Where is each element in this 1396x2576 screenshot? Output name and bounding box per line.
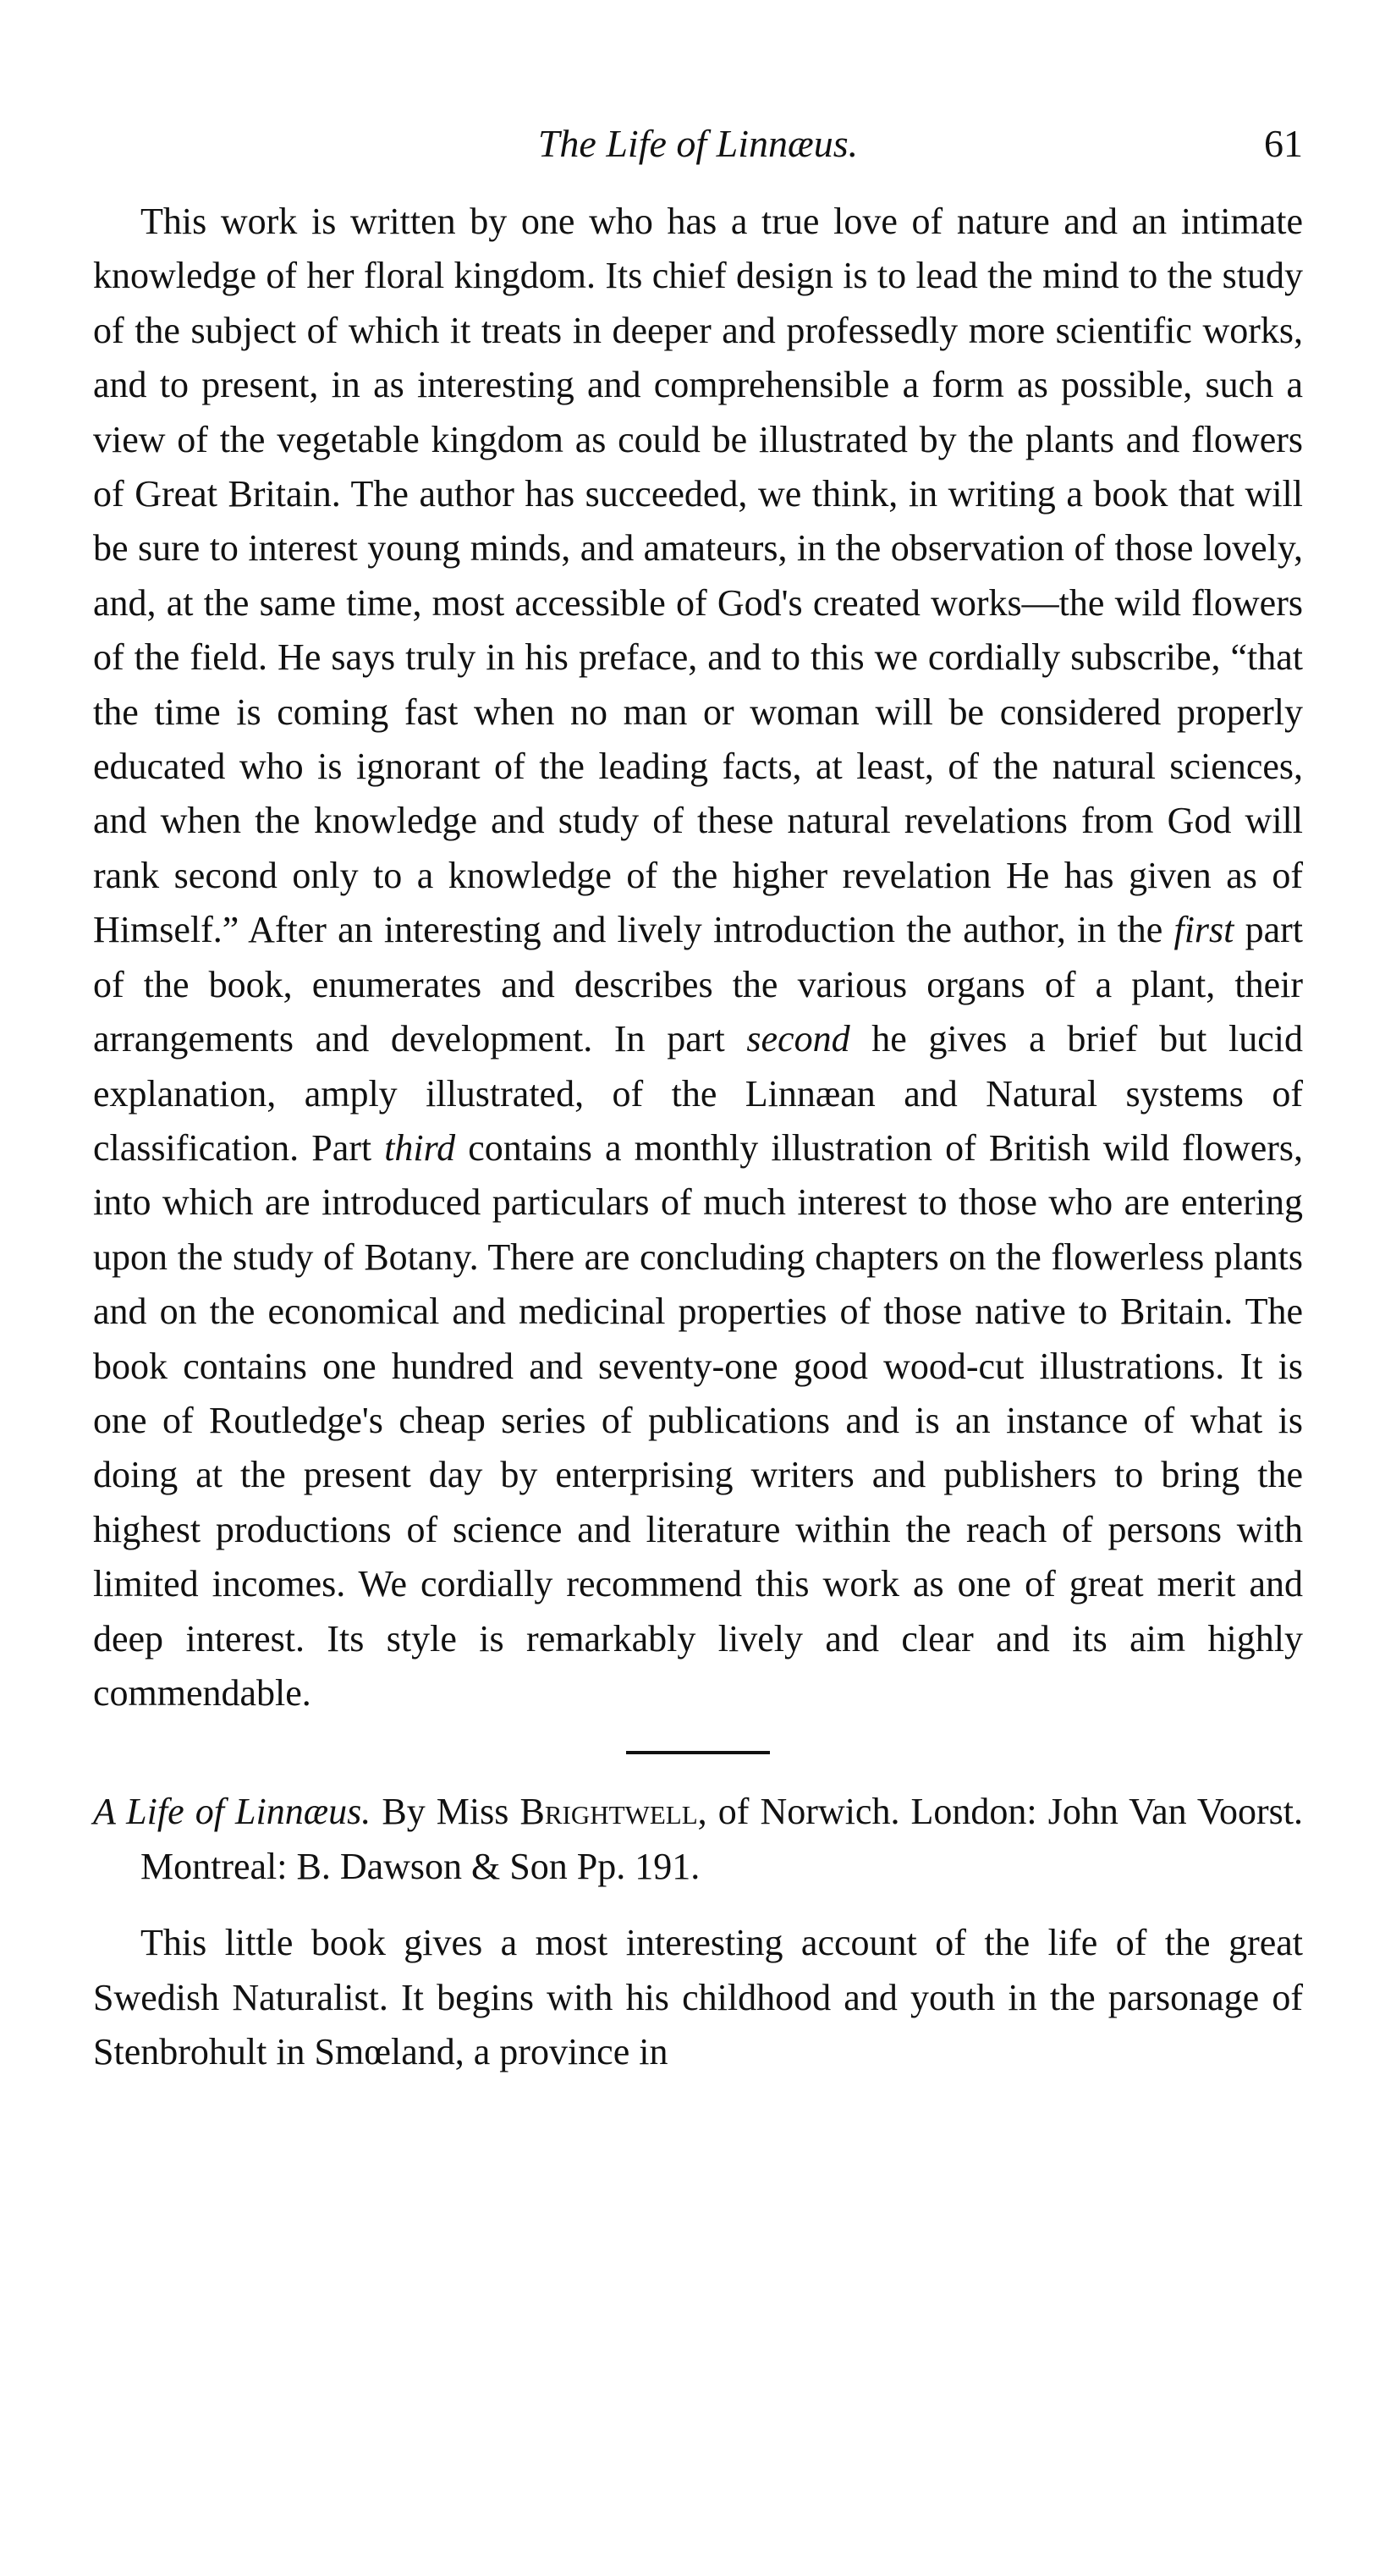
- book-page: [93, 110, 1303, 2079]
- review-paragraph-2: This little book gives a most interesting account of the life of the great Swedish Naturalist. It begins with his childhood and youth in the parsonage of Stenbrohult in Smœland, a province in: [93, 1922, 1303, 2072]
- page-number: 61: [1264, 122, 1303, 165]
- book-citation: [93, 1785, 1303, 1894]
- running-head: [93, 110, 1303, 178]
- citation-book-title: A Life of Linnæus.: [93, 1791, 371, 1833]
- emphasis-third: third: [384, 1126, 456, 1169]
- body-text: [93, 195, 1303, 2079]
- review-1-text-b: part of the book, enumerates and describes the various organs of a plant, their arrangements and development. In part: [93, 909, 1304, 1060]
- emphasis-first: first: [1173, 909, 1234, 951]
- citation-author: Brightwell: [519, 1791, 698, 1833]
- review-1-text-a: This work is written by one who has a true love of nature and an intimate knowledge of her floral kingdom. Its chief design is to lead the mind to the study of the subject of which it treats in deeper and professedly more scientific works, and to present, in as interesting and comprehensible a form as possible, such a view of the vegetable kingdom as could be illustrated by the plants and flowers of Great Britain. The author has succeeded, we think, in writing a book that will be sure to interest young minds, and amateurs, in the observation of those lovely, and, at the same time, most accessible of God's created works—the wild flowers of the field. He says truly in his preface, and to this we cordially subscribe, “that the time is coming fast when no man or woman will be considered properly educated who is ignorant of the leading facts, at least, of the natural sciences, and when the knowledge and study of these natural revelations from God will rank second only to a knowledge of the higher revelation He has given as of Himself.” After an interesting and lively introduction the author, in the: [93, 201, 1303, 951]
- review-1-text-d: contains a monthly illustration of British wild flowers, into which are introduced particulars of much interest to those who are entering upon the study of Botany. There are concluding chapters on the flowerless plants and on the economical and medicinal properties of those native to Britain. The book contains one hundred and seventy-one good wood-cut illustrations. It is one of Routledge's cheap series of publications and is an instance of what is doing at the present day by enterprising writers and publishers to bring the highest productions of science and literature within the reach of persons with limited incomes. We cordially recommend this work as one of great merit and deep interest. Its style is remarkably lively and clear and its aim highly commendable.: [93, 1126, 1304, 1714]
- review-1-text-c: he gives a brief but lucid explanation, amply illustrated, of the Linnæan and Natural systems of classification. Part: [93, 1018, 1304, 1169]
- review-paragraph-1: [93, 195, 1303, 1720]
- citation-publication: , of Norwich. London: John Van Voorst. Montreal: B. Dawson & Son Pp. 191.: [140, 1791, 1304, 1887]
- section-divider: [626, 1751, 770, 1754]
- emphasis-second: second: [746, 1018, 850, 1060]
- citation-by: By Miss: [382, 1791, 509, 1833]
- running-title: The Life of Linnæus.: [537, 122, 859, 165]
